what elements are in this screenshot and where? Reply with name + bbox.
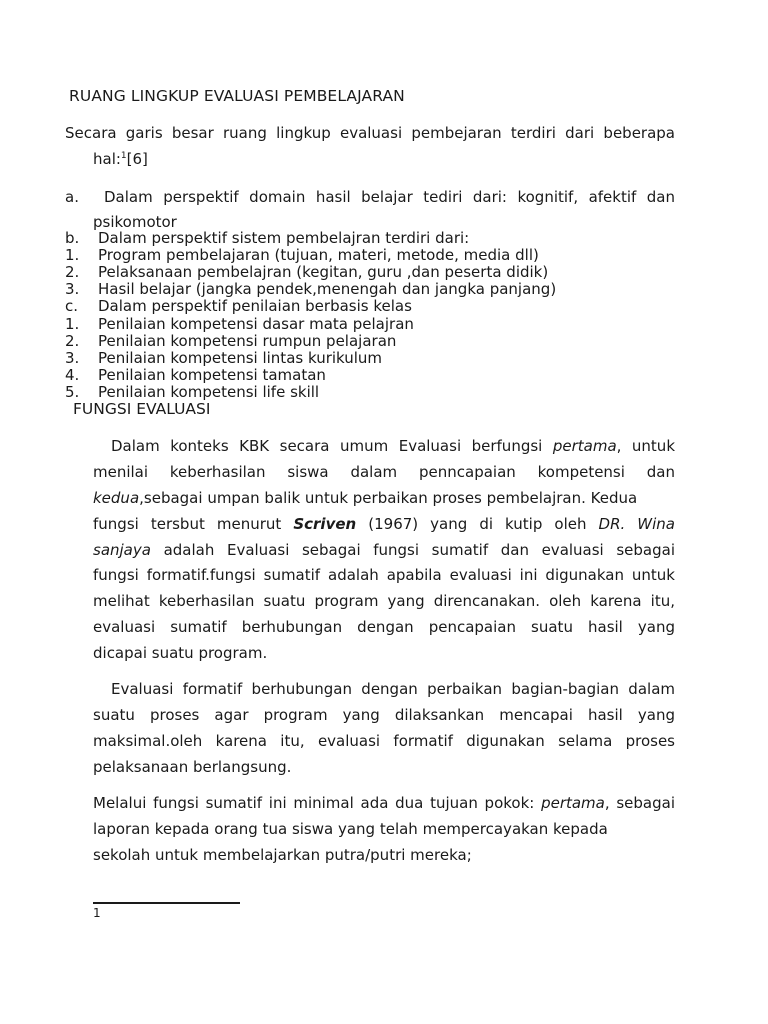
footnote-ref: 1 — [120, 151, 127, 161]
list-item-text: Penilaian kompetensi life skill — [98, 382, 320, 401]
list-item — [65, 333, 396, 350]
p3-line-3: sekolah untuk membelajarkan putra/putri mereka; — [93, 846, 472, 864]
list-item-text: Penilaian kompetensi lintas kurikulum — [98, 348, 383, 367]
list-item-marker: 2. — [65, 263, 80, 282]
intro-line-1: Secara garis besar ruang lingkup evaluasi pembejaran terdiri dari beberapa — [65, 124, 675, 142]
list-item-marker: 4. — [65, 365, 80, 384]
list-item — [65, 384, 319, 401]
intro-line-2-text: hal: — [93, 150, 121, 168]
list-item — [65, 247, 539, 264]
list-item — [65, 367, 326, 384]
footnote-separator — [93, 902, 240, 904]
item-a-line-2: psikomotor — [93, 213, 177, 231]
list-item-marker: 3. — [65, 348, 80, 367]
list-item-text: Penilaian kompetensi dasar mata pelajran — [98, 314, 414, 333]
p1-line-4: fungsi tersbut menurut Scriven (1967) yang di kutip oleh DR. Wina — [93, 515, 675, 533]
footnote-number: 1 — [93, 906, 101, 920]
p1-line-2: menilai keberhasilan siswa dalam penncapaian kompetensi dan — [93, 463, 675, 481]
p2-line-2: suatu proses agar program yang dilaksankan mencapai hasil yang — [93, 706, 675, 724]
list-item-marker: c. — [65, 297, 79, 316]
list-item-text: Dalam perspektif penilaian berbasis kelas — [98, 297, 412, 316]
p1-line-7: melihat keberhasilan suatu program yang direncanakan. oleh karena itu, — [93, 592, 675, 610]
item-a-marker: a. — [65, 188, 79, 206]
list-item-text: Penilaian kompetensi rumpun pelajaran — [98, 331, 397, 350]
p1-line-5: sanjaya adalah Evaluasi sebagai fungsi sumatif dan evaluasi sebagai — [93, 541, 675, 559]
list-item-marker: 1. — [65, 314, 80, 333]
list-item — [65, 281, 556, 298]
p2-line-3: maksimal.oleh karena itu, evaluasi formatif digunakan selama proses — [93, 732, 675, 750]
p3-line-2: laporan kepada orang tua siswa yang telah mempercayakan kepada — [93, 820, 608, 838]
section-title-fungsi-evaluasi: FUNGSI EVALUASI — [73, 400, 211, 418]
p3-line-1: Melalui fungsi sumatif ini minimal ada dua tujuan pokok: pertama, sebagai — [93, 794, 675, 812]
list-item — [65, 264, 548, 281]
p1-line-1: Dalam konteks KBK secara umum Evaluasi berfungsi pertama, untuk — [111, 437, 675, 455]
list-item-text: Hasil belajar (jangka pendek,menengah dan jangka panjang) — [98, 280, 557, 299]
list-item-text: Dalam perspektif sistem pembelajran terdiri dari: — [98, 229, 470, 247]
p1-line-6: fungsi formatif.fungsi sumatif adalah apabila evaluasi ini digunakan untuk — [93, 566, 675, 584]
list-item — [65, 298, 412, 315]
p2-line-4: pelaksanaan berlangsung. — [93, 758, 292, 776]
p1-line-9: dicapai suatu program. — [93, 644, 268, 662]
list-item-marker: 1. — [65, 246, 80, 265]
list-item-marker: b. — [65, 229, 80, 247]
p1-line-8: evaluasi sumatif berhubungan dengan pencapaian suatu hasil yang — [93, 618, 675, 636]
list-item-text: Pelaksanaan pembelajran (kegitan, guru ,dan peserta didik) — [98, 263, 549, 282]
p1-line-3: kedua,sebagai umpan balik untuk perbaikan proses pembelajran. Kedua — [93, 489, 638, 507]
item-a-line-1: Dalam perspektif domain hasil belajar tediri dari: kognitif, afektif dan — [104, 188, 675, 206]
intro-line-2 — [93, 146, 148, 172]
section-title-ruang-lingkup: RUANG LINGKUP EVALUASI PEMBELAJARAN — [69, 87, 405, 105]
list-item — [65, 350, 382, 367]
list-item-marker: 3. — [65, 280, 80, 299]
list-item-marker: 2. — [65, 331, 80, 350]
intro-citation: [6] — [126, 150, 148, 168]
list-item-marker: 5. — [65, 382, 80, 401]
list-item-text: Program pembelajaran (tujuan, materi, metode, media dll) — [98, 246, 539, 265]
list-item — [65, 316, 414, 333]
list-item-text: Penilaian kompetensi tamatan — [98, 365, 326, 384]
p2-line-1: Evaluasi formatif berhubungan dengan perbaikan bagian-bagian dalam — [111, 680, 675, 698]
list-item — [65, 230, 469, 247]
